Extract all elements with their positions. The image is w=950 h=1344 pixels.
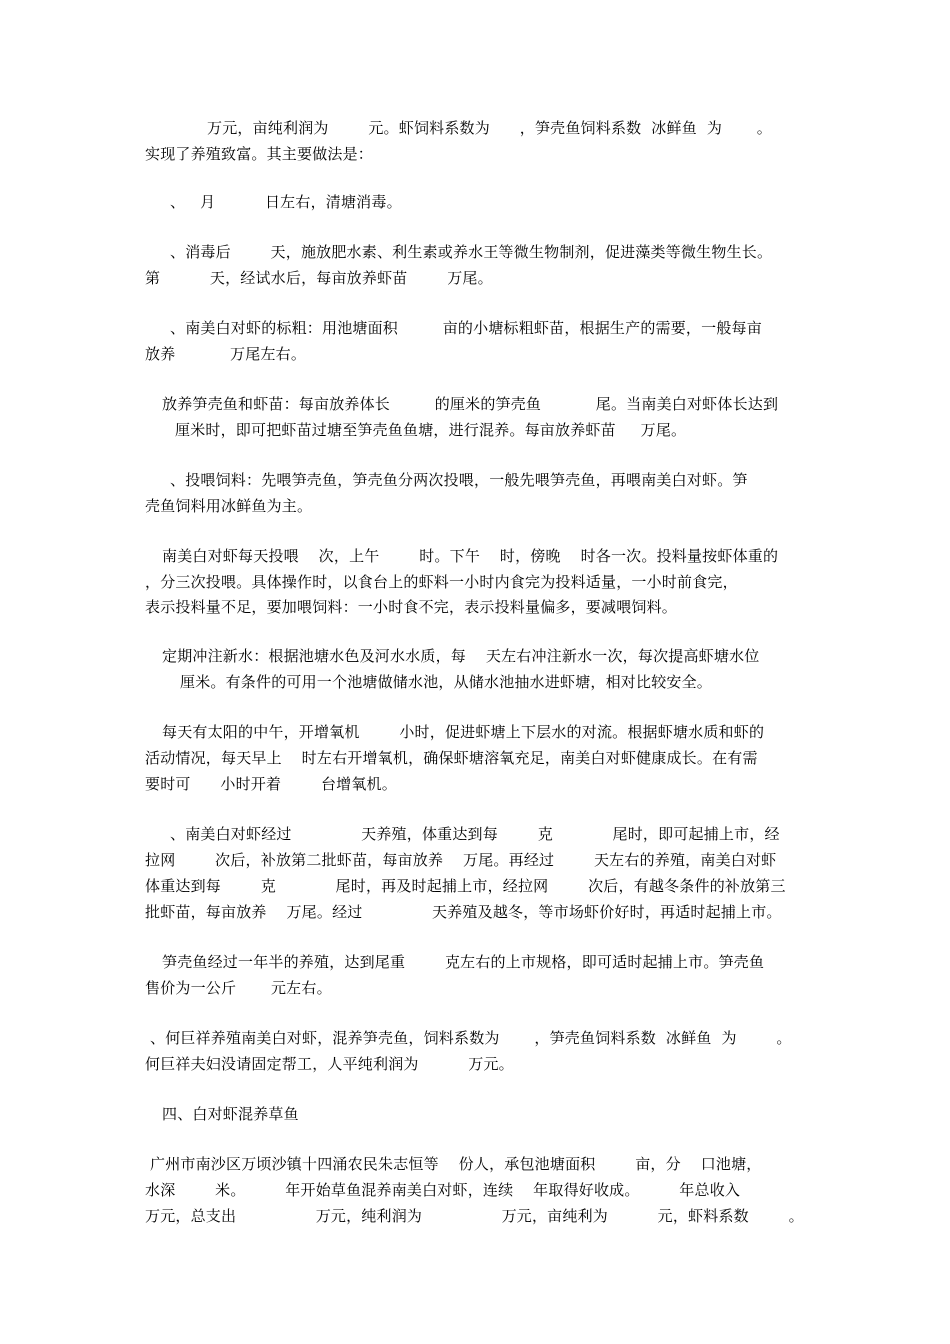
text-line: 、何巨祥养殖南美白对虾，混养笋壳鱼，饲料系数为 ，笋壳鱼饲料系数 冰鲜鱼 为 。 bbox=[150, 1029, 792, 1047]
text-line: 壳鱼饲料用冰鲜鱼为主。 bbox=[145, 497, 313, 515]
text-line: 批虾苗，每亩放养 万尾。经过 天养殖及越冬，等市场虾价好时，再适时起捕上市。 bbox=[145, 903, 782, 921]
text-line: 、消毒后 天，施放肥水素、利生素或养水王等微生物制剂，促进藻类等微生物生长。 bbox=[170, 243, 773, 261]
text-line: ，分三次投喂。具体操作时，以食台上的虾料一小时内食完为投料适量，一小时前食完， bbox=[145, 573, 738, 591]
text-line: 万元，总支出 万元，纯利润为 万元，亩纯利为 元，虾料系数 。 bbox=[145, 1207, 804, 1225]
text-line: 、 月 日左右，清塘消毒。 bbox=[170, 193, 402, 211]
text-line: 厘米。有条件的可用一个池塘做储水池，从储水池抽水进虾塘，相对比较安全。 bbox=[180, 673, 713, 691]
text-line: 要时可 小时开着 台增氧机。 bbox=[145, 775, 397, 793]
text-line: 实现了养殖致富。其主要做法是： bbox=[145, 145, 374, 163]
text-line: 何巨祥夫妇没请固定帮工，人平纯利润为 万元。 bbox=[145, 1055, 514, 1073]
text-line: 活动情况，每天早上 时左右开增氧机，确保虾塘溶氧充足，南美白对虾健康成长。在有需 bbox=[145, 749, 758, 767]
text-line: 放养笋壳鱼和虾苗：每亩放养体长 的厘米的笋壳鱼 尾。当南美白对虾体长达到 bbox=[162, 395, 779, 413]
text-line: 厘米时，即可把虾苗过塘至笋壳鱼鱼塘，进行混养。每亩放养虾苗 万尾。 bbox=[175, 421, 687, 439]
text-line: 水深 米。 年开始草鱼混养南美白对虾，连续 年取得好收成。 年总收入 bbox=[145, 1181, 741, 1199]
text-line: 南美白对虾每天投喂 次，上午 时。下午 时，傍晚 时各一次。投料量按虾体重的 bbox=[162, 547, 779, 565]
text-line: 体重达到每 克 尾时，再及时起捕上市，经拉网 次后，有越冬条件的补放第三 bbox=[145, 877, 786, 895]
text-line: 每天有太阳的中午，开增氧机 小时，促进虾塘上下层水的对流。根据虾塘水质和虾的 bbox=[162, 723, 765, 741]
text-line: 笋壳鱼经过一年半的养殖，达到尾重 克左右的上市规格，即可适时起捕上市。笋壳鱼 bbox=[162, 953, 765, 971]
text-line: 定期冲注新水：根据池塘水色及河水水质，每 天左右冲注新水一次，每次提高虾塘水位 bbox=[162, 647, 760, 665]
text-line: 售价为一公斤 元左右。 bbox=[145, 979, 332, 997]
text-line: 第 天，经试水后，每亩放养虾苗 万尾。 bbox=[145, 269, 493, 287]
text-line: 、南美白对虾的标粗：用池塘面积 亩的小塘标粗虾苗，根据生产的需要，一般每亩 bbox=[170, 319, 762, 337]
text-line: 广州市南沙区万顷沙镇十四涌农民朱志恒等 份人，承包池塘面积 亩，分 口池塘， bbox=[150, 1155, 762, 1173]
section-heading: 四、白对虾混养草鱼 bbox=[162, 1105, 299, 1123]
text-line: 放养 万尾左右。 bbox=[145, 345, 307, 363]
text-line: 万元，亩纯利润为 元。虾饲料系数为 ，笋壳鱼饲料系数 冰鲜鱼 为 。 bbox=[207, 119, 773, 137]
text-line: 、南美白对虾经过 天养殖，体重达到每 克 尾时，即可起捕上市，经 bbox=[170, 825, 780, 843]
text-line: 表示投料量不足，要加喂饲料：一小时食不完，表示投料量偏多，要减喂饲料。 bbox=[145, 598, 678, 616]
text-line: 、投喂饲料：先喂笋壳鱼，笋壳鱼分两次投喂，一般先喂笋壳鱼，再喂南美白对虾。笋 bbox=[170, 471, 748, 489]
text-line: 拉网 次后，补放第二批虾苗，每亩放养 万尾。再经过 天左右的养殖，南美白对虾 bbox=[145, 851, 777, 869]
